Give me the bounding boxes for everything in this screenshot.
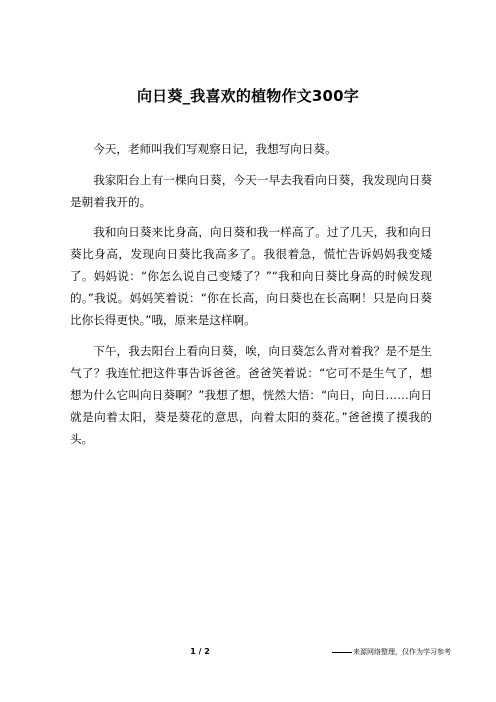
page-number: 1 / 2 bbox=[190, 647, 210, 656]
paragraph-4: 下午，我去阳台上看向日葵，唉，向日葵怎么背对着我？是不是生气了？我连忙把这件事告诉爸爸。爸爸笑着说：“它可不是生气了，想想为什么它叫向日葵啊？”我想了想，恍然大悟：“向日，向日……向日就是向着太阳，葵是葵花的意思，向着太阳的葵花。”爸爸摸了摸我的头。 bbox=[70, 343, 432, 446]
paragraph-1: 今天，老师叫我们写观察日记，我想写向日葵。 bbox=[93, 142, 337, 156]
underline-rule bbox=[332, 652, 352, 653]
source-note-text: 来源网络整理，仅作为学习参考 bbox=[353, 648, 451, 656]
source-note bbox=[332, 646, 451, 658]
article-body bbox=[70, 138, 432, 458]
paragraph-2: 我家阳台上有一棵向日葵，今天一早去我看向日葵，我发现向日葵是朝着我开的。 bbox=[70, 172, 432, 209]
paragraph-3: 我和向日葵来比身高，向日葵和我一样高了。过了几天，我和向日葵比身高，发现向日葵比我高多了。我很着急，慌忙告诉妈妈我变矮了。妈妈说：“你怎么说自己变矮了？”“我和向日葵比身高的时候发现的。”我说。妈妈笑着说：“你在长高，向日葵也在长高啊！只是向日葵比你长得更快。”哦，原来是这样啊。 bbox=[70, 225, 432, 327]
document-title: 向日葵_我喜欢的植物作文300字 bbox=[136, 87, 359, 105]
